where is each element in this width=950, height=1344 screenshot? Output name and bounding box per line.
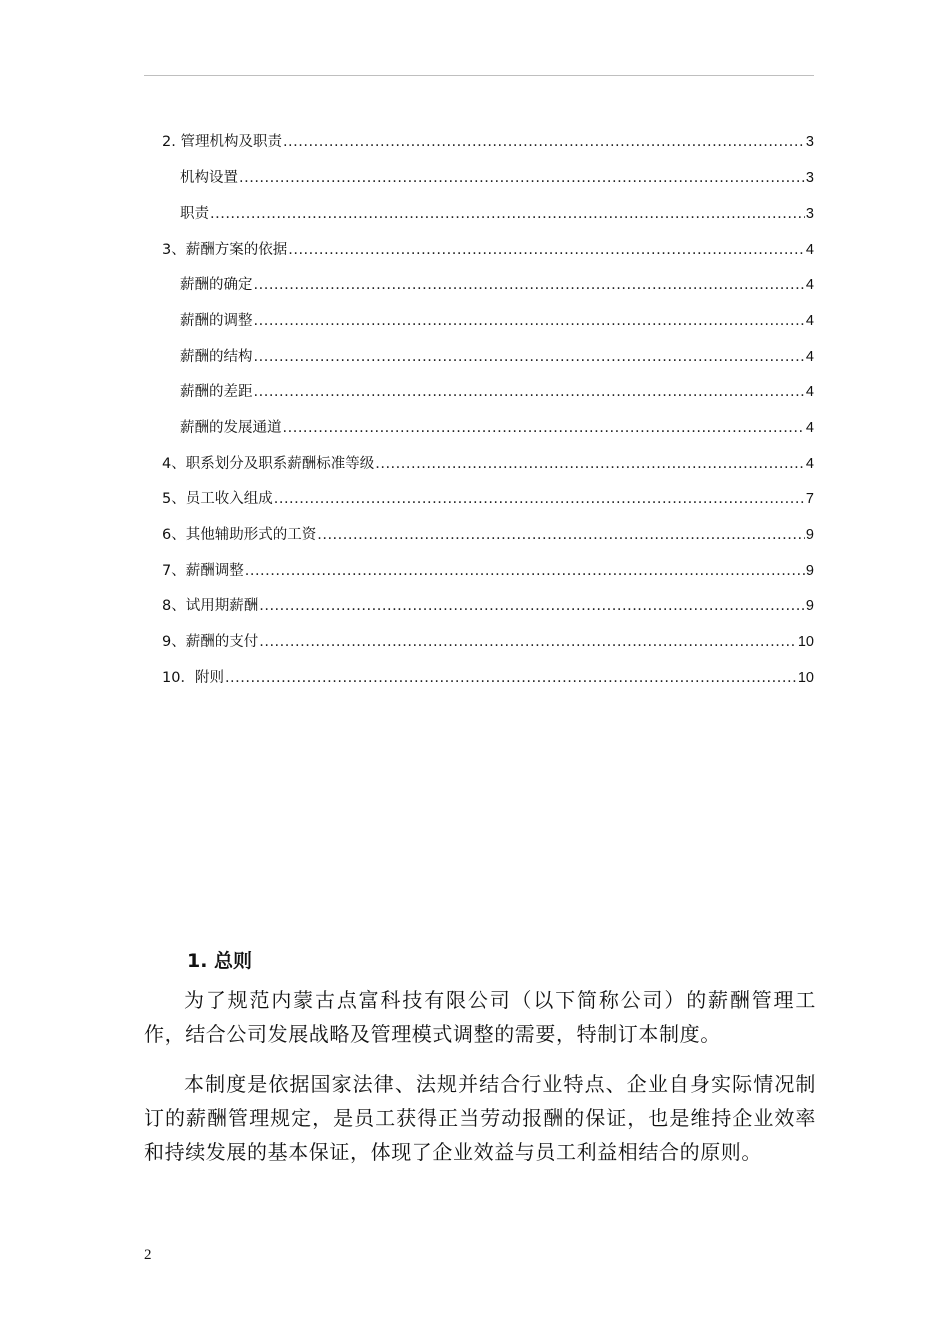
toc-leader-dots <box>288 241 805 259</box>
page-number: 2 <box>144 1247 152 1263</box>
toc-entry[interactable] <box>180 413 814 437</box>
toc-leader-dots <box>259 633 797 651</box>
toc-entry[interactable] <box>162 449 814 473</box>
toc-entry-label: 2. 管理机构及职责 <box>162 134 282 150</box>
toc-leader-dots <box>225 669 797 687</box>
toc-entry[interactable] <box>180 377 814 401</box>
toc-leader-dots <box>210 205 805 223</box>
body-paragraph: 为了规范内蒙古点富科技有限公司（以下简称公司）的薪酬管理工作，结合公司发展战略及管理模式调整的需要，特制订本制度。 <box>144 988 816 1046</box>
toc-entry[interactable] <box>162 556 814 580</box>
toc-entry-label: 3、薪酬方案的依据 <box>162 242 288 258</box>
toc-entry[interactable] <box>162 520 814 544</box>
toc-entry-page: 4 <box>805 313 814 329</box>
section-title: 1. 总则 <box>187 950 253 972</box>
toc-entry-label: 10．附则 <box>162 670 224 686</box>
toc-leader-dots <box>283 133 805 151</box>
toc-entry[interactable] <box>180 270 814 294</box>
toc-entry[interactable] <box>180 342 814 366</box>
toc-entry[interactable] <box>180 163 814 187</box>
toc-entry[interactable] <box>162 235 814 259</box>
toc-entry-page: 4 <box>805 420 814 436</box>
toc-entry-label: 职责 <box>180 206 209 222</box>
toc-leader-dots <box>245 562 805 580</box>
toc-entry-label: 5、员工收入组成 <box>162 491 273 507</box>
toc-leader-dots <box>274 490 805 508</box>
toc-entry-page: 3 <box>805 206 814 222</box>
toc-entry-page: 4 <box>805 349 814 365</box>
toc-entry-label: 8、试用期薪酬 <box>162 598 259 614</box>
toc-leader-dots <box>239 169 805 187</box>
toc-entry-page: 10 <box>797 634 814 650</box>
toc-entry-page: 4 <box>805 456 814 472</box>
toc-entry-page: 4 <box>805 277 814 293</box>
toc-entry-label: 机构设置 <box>180 170 238 186</box>
toc-leader-dots <box>375 455 805 473</box>
toc-entry[interactable] <box>162 127 814 151</box>
toc-entry-label: 7、薪酬调整 <box>162 563 244 579</box>
toc-leader-dots <box>283 419 805 437</box>
toc-entry-label: 4、职系划分及职系薪酬标准等级 <box>162 456 375 472</box>
body-paragraph: 本制度是依据国家法律、法规并结合行业特点、企业自身实际情况制订的薪酬管理规定，是员工获得正当劳动报酬的保证，也是维持企业效率和持续发展的基本保证，体现了企业效益与员工利益相结合的原则。 <box>144 1072 816 1164</box>
toc-entry[interactable] <box>162 663 814 687</box>
toc-entry-label: 薪酬的确定 <box>180 277 253 293</box>
toc-entry-page: 3 <box>805 170 814 186</box>
toc-entry-label: 薪酬的发展通道 <box>180 420 282 436</box>
toc-leader-dots <box>317 526 805 544</box>
toc-entry-label: 9、薪酬的支付 <box>162 634 259 650</box>
toc-entry[interactable] <box>180 306 814 330</box>
toc-entry-page: 3 <box>805 134 814 150</box>
toc-entry-page: 4 <box>805 384 814 400</box>
toc-leader-dots <box>259 597 805 615</box>
toc-entry[interactable] <box>162 627 814 651</box>
toc-leader-dots <box>254 312 805 330</box>
toc-entry-page: 7 <box>805 491 814 507</box>
toc-entry-label: 6、其他辅助形式的工资 <box>162 527 317 543</box>
header-rule <box>144 75 814 76</box>
toc-entry-page: 9 <box>805 563 814 579</box>
toc-entry-page: 10 <box>797 670 814 686</box>
toc-entry-page: 4 <box>805 242 814 258</box>
toc-entry[interactable] <box>162 591 814 615</box>
toc-leader-dots <box>254 276 805 294</box>
toc-leader-dots <box>254 383 805 401</box>
toc-entry-page: 9 <box>805 527 814 543</box>
toc-entry-label: 薪酬的调整 <box>180 313 253 329</box>
toc-entry[interactable] <box>162 484 814 508</box>
toc-entry[interactable] <box>180 199 814 223</box>
toc-entry-label: 薪酬的结构 <box>180 349 253 365</box>
toc-entry-label: 薪酬的差距 <box>180 384 253 400</box>
toc-leader-dots <box>254 348 805 366</box>
toc-entry-page: 9 <box>805 598 814 614</box>
